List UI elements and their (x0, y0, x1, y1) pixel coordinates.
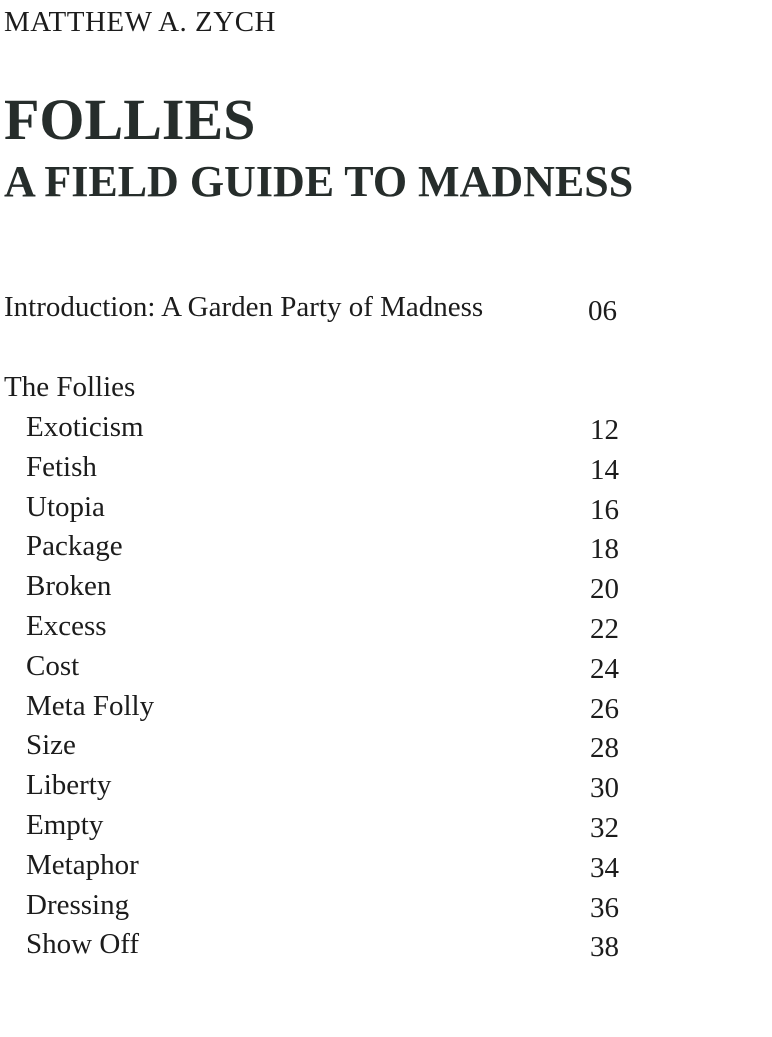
toc-entry-label: Broken (26, 570, 112, 603)
toc-entry-page: 20 (590, 573, 619, 606)
toc-entry-label: Metaphor (26, 848, 139, 881)
toc-entry (0, 886, 772, 926)
toc-entry-page: 30 (590, 772, 619, 805)
toc-entry-label: Dressing (26, 888, 130, 921)
toc-entry (0, 448, 772, 488)
toc-entry (0, 527, 772, 567)
toc-entry-label: Fetish (26, 450, 97, 483)
toc-entry-label: Show Off (26, 928, 140, 961)
toc-introduction-page: 06 (588, 295, 617, 327)
toc-entry-label: Cost (26, 649, 80, 682)
toc-entry-list (0, 408, 772, 965)
toc-entry-page: 14 (590, 453, 619, 486)
toc-entry-page: 34 (590, 851, 619, 884)
toc-entry-label: Exoticism (26, 411, 144, 443)
toc-entry-page: 12 (590, 414, 619, 446)
toc-entry-label: Package (26, 530, 123, 563)
toc-entry-label: Meta Folly (26, 689, 155, 722)
toc-entry (0, 925, 772, 965)
toc-entry (0, 846, 772, 886)
toc-entry-label: Excess (26, 609, 107, 642)
toc-entry (0, 607, 772, 647)
toc-entry-page: 32 (590, 811, 619, 844)
toc-entry-page: 22 (590, 612, 619, 645)
toc-section-heading: The Follies (4, 371, 136, 403)
toc-entry-page: 38 (590, 931, 619, 964)
toc-entry-page: 16 (590, 493, 619, 526)
toc-entry (0, 726, 772, 766)
toc-entry (0, 408, 772, 448)
toc-entry-label: Size (26, 729, 76, 762)
toc-entry (0, 687, 772, 727)
toc-entry-label: Empty (26, 808, 104, 841)
book-title: FOLLIES (4, 87, 256, 152)
book-subtitle: A FIELD GUIDE TO MADNESS (4, 157, 634, 206)
toc-entry-page: 28 (590, 732, 619, 765)
toc-entry-page: 26 (590, 692, 619, 725)
toc-entry (0, 766, 772, 806)
toc-entry (0, 488, 772, 528)
toc-entry-label: Liberty (26, 769, 112, 802)
toc-entry (0, 567, 772, 607)
toc-entry (0, 647, 772, 687)
toc-entry (0, 806, 772, 846)
toc-introduction-label: Introduction: A Garden Party of Madness (4, 291, 484, 323)
toc-entry-page: 24 (590, 652, 619, 685)
toc-entry-page: 36 (590, 891, 619, 924)
toc-entry-label: Utopia (26, 490, 105, 523)
toc-entry-page: 18 (590, 533, 619, 566)
author-name: MATTHEW A. ZYCH (4, 6, 276, 38)
